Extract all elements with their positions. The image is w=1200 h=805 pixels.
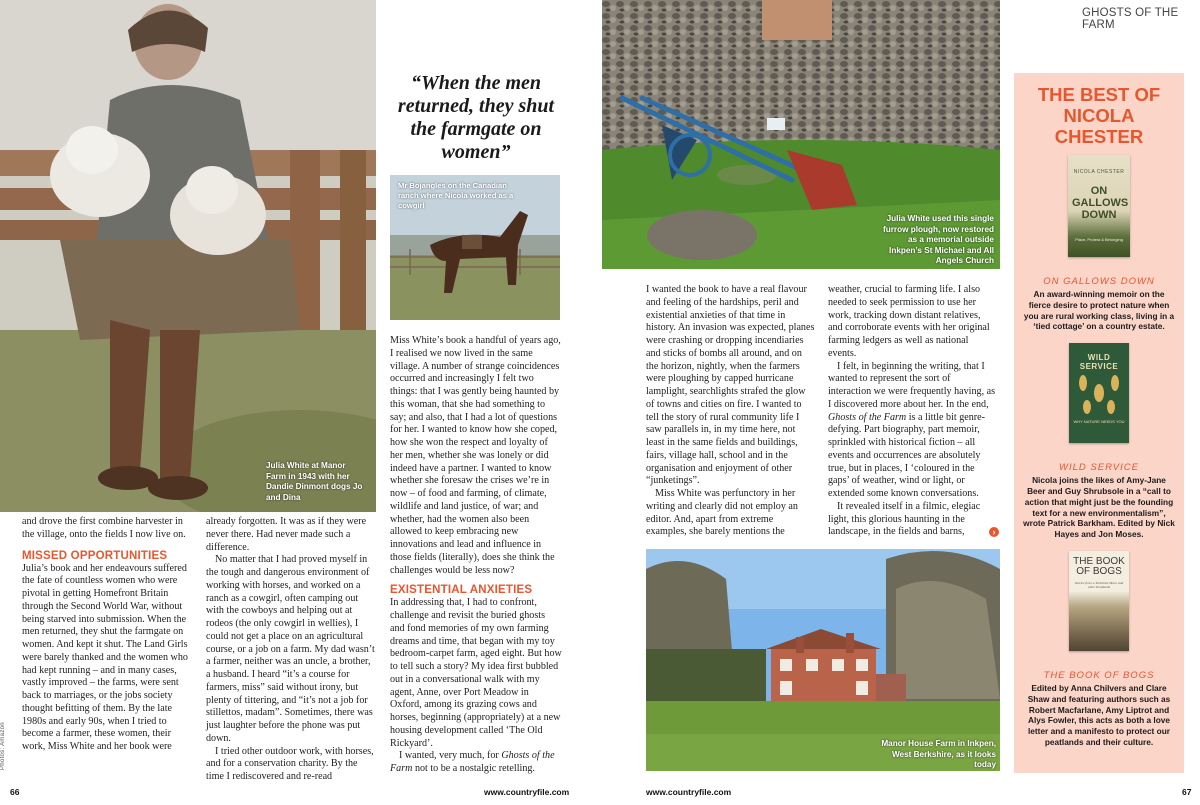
- horse-caption: Mr Bojangles on the Canadian ranch where Nicola worked as a cowgirl: [398, 181, 514, 210]
- book-title-1: ON GALLOWS DOWN: [1043, 276, 1155, 287]
- book-title-italic-2: Ghosts of the Farm: [828, 411, 907, 423]
- cover-title: ON GALLOWS DOWN: [1072, 185, 1129, 221]
- col5-p2-end: is a little bit genre-defying. Part biography, part memoir, sprinkled with historical fiction – all events and occurrences are absolutely true, but in places, I ‘coloured in the gaps’ of weather, wind or light, or extended some known conversations.: [828, 411, 985, 499]
- column-2: [206, 516, 376, 784]
- col5-paragraph-3: It revealed itself in a filmic, elegiac light, this glorious haunting in the landscape, in the fields and barns,: [828, 500, 981, 538]
- column-5: [828, 284, 996, 539]
- portrait-illustration: [0, 0, 376, 512]
- house-caption: Manor House Farm in Inkpen, West Berkshire, as it looks today: [881, 739, 996, 769]
- col3-paragraph-2: In addressing that, I had to confront, challenge and revisit the buried ghosts and fond memories of my own farming dreams and time, that began with my toy bedroom-carpet farm, aged eight. But how to tell such a story? My idea first bubbled out in a conversational walk with my agent, Anne, over Port Meadow in Oxford, among its grazing cows and horses, beginning (appropriately) at a new housing development called ‘The Old Rickyard’.: [390, 597, 562, 749]
- col2-paragraph-1: already forgotten. It was as if they were never there. Had never made such a difference.: [206, 516, 367, 553]
- best-of-sidebar: [1014, 73, 1184, 773]
- subhead-missed-opportunities: MISSED OPPORTUNITIES: [22, 549, 168, 562]
- folio-left: 66: [10, 787, 20, 797]
- book-desc-1: An award-winning memoir on the fierce desire to protect nature when you are rural working class, living in a ‘tied cottage’ on a country estate.: [1023, 289, 1175, 332]
- column-4: [646, 284, 816, 539]
- book-title-2: WILD SERVICE: [1059, 462, 1139, 474]
- col3-p3-start: I wanted, very much, for: [399, 750, 502, 762]
- book-cover-on-gallows-down: [1068, 155, 1130, 257]
- footer-url-right: www.countryfile.com: [646, 787, 732, 797]
- subhead-existential-anxieties: EXISTENTIAL ANXIETIES: [390, 584, 533, 597]
- pull-quote: “When the men returned, they shut the farmgate on women”: [397, 72, 555, 163]
- col5-p2-start: I felt, in beginning the writing, that I wanted to represent the sort of interaction we were frequently having, as I discovered more about her. In the end,: [828, 360, 996, 410]
- col5-paragraph-2: [828, 361, 996, 501]
- house-illustration: [646, 549, 1000, 771]
- folio-right: 67: [1182, 787, 1192, 797]
- cover-subtitle: Place, Protest & Belonging: [1075, 237, 1123, 242]
- col3-paragraph-3: [390, 750, 562, 776]
- col4-paragraph-2: Miss White was perfunctory in her writing and clearly did not employ an editor. And, apart from extreme examples, she barely mentions the: [646, 488, 798, 538]
- photo-credit: Photos: Amazon: [0, 722, 6, 770]
- cover-title-3: THE BOOK OF BOGS: [1073, 555, 1125, 577]
- cover-author: NICOLA CHESTER: [1073, 169, 1125, 175]
- col2-paragraph-3: I tried other outdoor work, with horses, and for a conservation charity. By the time I rediscovered and re-read: [206, 745, 374, 782]
- house-photo: [646, 549, 1000, 771]
- col3-p3-end: not to be a nostalgic retelling.: [412, 763, 535, 774]
- col1-top-text: and drove the first combine harvester in the village, onto the fields I now live on.: [22, 516, 186, 540]
- col2-paragraph-2: No matter that I had proved myself in the tough and dangerous environment of working with horses, and worked on a ranch as a cowgirl, often camping out with the cowboys and helping out at rodeos (the only cowgirl in wellies), I could not get a place on an agricultural course, or a job on a farm. My dad wasn’t a farmer, neither was an uncle, a brother, a husband. I heard “it’s a course for farmers, miss” said without irony, but plenty of tittering, and “it’s not a job for stillettos, madam”. Sometimes, there was just laughter before the phone was put down.: [206, 554, 375, 744]
- book-desc-3: Edited by Anna Chilvers and Clare Shaw and featuring authors such as Robert Macfarlane, Amy Liptrot and Alys Fowler, this acts as both a love letter and a manifesto to protect our peatlands and their culture.: [1027, 682, 1171, 747]
- book-title-3: THE BOOK OF BOGS: [1043, 669, 1155, 681]
- col3-paragraph-1: Miss White’s book a handful of years ago, I realised we now lived in the same village. A number of strange coincidences occurred and increasingly I felt two things: that I was gently being haunted by this woman, that she had something to say; and also, that I had a lot of questions for her. I wanted to know how she coped, how she won the respect and loyalty of her men, whether she was lonely or did indeed have a partner. I wanted to know whether she foresaw the crises we’re in now – of food and farming, of climate, wildlife and land justice, of war; and whether, had the women also been allowed to keep embracing new innovations and lead and influence in those fields (literally), does she think the challenges would be less now?: [390, 335, 561, 576]
- book-cover-wild-service: [1069, 343, 1129, 443]
- sidebar-title: THE BEST OF NICOLA CHESTER: [1037, 84, 1161, 147]
- leaf-pattern-icon: [1069, 343, 1129, 443]
- column-1: [22, 516, 190, 754]
- cover-title-2: WILD SERVICE: [1079, 353, 1119, 372]
- book-cover-book-of-bogs: [1069, 551, 1129, 651]
- col4-paragraph-1: I wanted the book to have a real flavour and feeling of the hardships, peril and existential anxieties of that time in history. An invasion was expected, planes were crashing or dropping incendiaries and sticks of bombs all around, and on the horizon, nightly, when the farmers were ploughing by capped hurricane lamplight, searchlights strafed the glow of towns and cities on fire. I wanted to tell the story of rural community life I saw parallels in, in my time here, not least in the same fields and buildings, fairs, village hall, school and in the organisation and enjoyment of other “junketings”.: [646, 284, 815, 487]
- col5-paragraph-1: weather, crucial to farming life. I also needed to seek permission to use her work, tracking down distant relatives, and corroborate events with her original farming ledgers as well as national events.: [828, 284, 990, 359]
- col1-paragraph: Julia’s book and her endeavours suffered the fate of countless women who were pivotal in getting Homefront Britain through the Second World War, without being starved into submission. When the men returned, they shut the farmgate on women. And kept it shut. The Land Girls were barely thanked and the women who had kept running – and in many cases, vastly improved – the farms, were sent back to marriages, or the jobs society thought befitting of them. By the late 1980s and early 90s, when I tried to become a farmer, these women, their work, Miss White and her book were: [22, 562, 188, 752]
- plough-caption: Julia White used this single furrow plough, now restored as a memorial outside Inkpen’s St Michael and All Angels Church: [883, 214, 994, 265]
- book-title-italic: Ghosts of the Farm: [390, 750, 555, 774]
- book-desc-2: Nicola joins the likes of Amy-Jane Beer and Guy Shrubsole in a “call to action that might just be the founding text for a new environmentalism”, wrote Patrick Barkham. Edited by Nick Hayes and Jon Moses.: [1023, 475, 1175, 540]
- portrait-caption: Julia White at Manor Farm in 1943 with her Dandie Dinmont dogs Jo and Dina: [266, 461, 363, 502]
- column-3: [390, 335, 562, 776]
- section-tag: GHOSTS OF THE FARM: [1082, 7, 1179, 31]
- cover-subtitle-3: Stories from a Yorkshire Moor and other Peatlands: [1074, 580, 1124, 589]
- cover-subtitle-2: WHY NATURE NEEDS YOU: [1073, 419, 1125, 425]
- continue-arrow-icon: ›: [989, 527, 999, 537]
- portrait-photo: [0, 0, 376, 512]
- footer-url-left: www.countryfile.com: [484, 787, 570, 797]
